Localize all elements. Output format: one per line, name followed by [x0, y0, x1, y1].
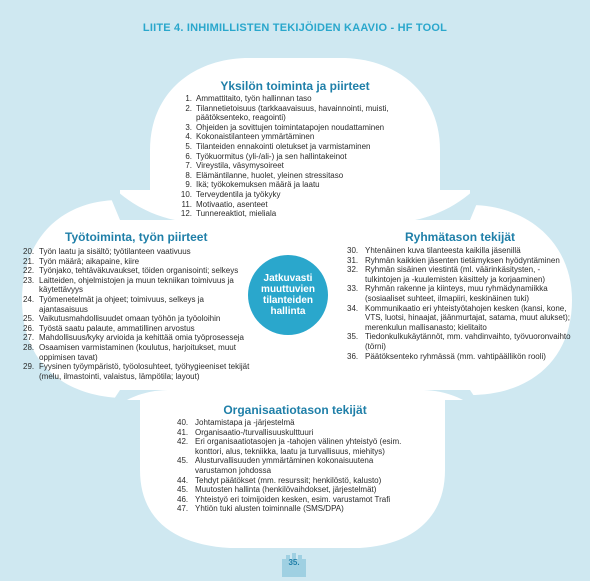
item-number: 46.: [177, 494, 189, 504]
list-item: [177, 180, 427, 190]
item-number: 21.: [23, 256, 35, 266]
list-item: [177, 132, 427, 142]
item-number: 44.: [177, 475, 189, 485]
item-text: Ryhmän rakenne ja kiinteys, muu ryhmädynamiikka (sosiaaliset suhteet, ilmapiiri, keskinäinen tuki): [365, 284, 548, 303]
item-number: 20.: [23, 247, 35, 256]
document-title: LIITE 4. INHIMILLISTEN TEKIJÖIDEN KAAVIO - HF TOOL: [142, 22, 448, 34]
item-text: Ohjeiden ja sovittujen toimintatapojen noudattaminen: [196, 122, 385, 132]
item-number: 25.: [23, 314, 35, 324]
item-number: 1.: [185, 94, 192, 103]
list-item: [23, 247, 255, 257]
item-number: 11.: [181, 199, 192, 209]
center-line-4: hallinta: [270, 306, 306, 317]
item-number: 7.: [185, 161, 192, 171]
item-number: 28.: [23, 342, 35, 352]
section-heading-organisation: Organisaatiotason tekijät: [223, 403, 367, 417]
list-work: [23, 247, 255, 381]
item-number: 8.: [185, 170, 192, 180]
list-item: [23, 257, 255, 267]
list-individual: [177, 94, 427, 219]
item-text: Tilannetietoisuus (tarkkaavaisuus, havainnointi, muisti, päätöksenteko, reagointi): [196, 103, 389, 123]
list-item: [177, 142, 427, 152]
list-item: [23, 324, 255, 334]
list-item: [347, 265, 575, 284]
item-text: Terveydentila ja työkyky: [196, 189, 281, 199]
item-text: Kokonaistilanteen ymmärtäminen: [196, 132, 315, 142]
list-item: [177, 171, 427, 181]
list-item: [177, 418, 417, 428]
item-text: Tilanteiden ennakointi oletukset ja varmistaminen: [196, 141, 371, 151]
section-heading-work: Työtoiminta, työn piirteet: [65, 230, 208, 244]
item-text: Tehdyt päätökset (mm. resurssit; henkilöstö, kalusto): [195, 475, 382, 485]
item-number: 26.: [23, 323, 35, 333]
list-item: [23, 343, 255, 362]
item-number: 33.: [347, 284, 359, 294]
section-heading-group: Ryhmätason tekijät: [405, 230, 516, 244]
center-circle: [248, 255, 328, 335]
item-text: Mahdollisuus/kyky arvioida ja kehittää omia työprosesseja: [39, 333, 244, 343]
item-text: Fyysinen työympäristö, työolosuhteet, työhygieeniset tekijät (melu, ilmastointi, valaistus, lämpötila; layout): [39, 362, 250, 381]
item-text: Työn laatu ja sisältö; työtilanteen vaativuus: [39, 247, 191, 256]
item-number: 27.: [23, 333, 35, 343]
list-item: [177, 428, 417, 438]
item-number: 40.: [177, 418, 189, 427]
item-text: Elämäntilanne, huolet, yleinen stressitaso: [196, 170, 344, 180]
list-organisation: [177, 418, 417, 514]
list-item: [177, 504, 417, 514]
item-number: 32.: [347, 265, 359, 275]
list-item: [177, 104, 427, 123]
item-text: Yhtenäinen kuva tilanteesta kaikilla jäsenillä: [365, 246, 521, 255]
item-number: 5.: [185, 141, 192, 151]
item-text: Päätöksenteko ryhmässä (mm. vahtipäällikön rooli): [365, 351, 546, 361]
item-text: Työstä saatu palaute, ammatillinen arvostus: [39, 323, 195, 333]
item-text: Organisaatio-/turvallisuuskulttuuri: [195, 427, 314, 437]
item-text: Työnjako, tehtävä​kuvaukset, töiden organisointi; selkeys: [39, 266, 239, 276]
list-item: [23, 295, 255, 314]
item-number: 45.: [177, 485, 189, 495]
item-number: 9.: [185, 180, 192, 190]
item-number: 41.: [177, 427, 189, 437]
list-item: [177, 456, 417, 475]
item-number: 45.: [177, 456, 189, 466]
list-item: [347, 256, 575, 266]
list-item: [23, 362, 255, 381]
item-text: Ikä; työkokemuksen määrä ja laatu: [196, 180, 320, 190]
item-text: Tiedonkulkukäytännöt, mm. vahdinvaihto, työvuoronvaihto (törni): [365, 332, 571, 351]
list-item: [347, 304, 575, 333]
item-text: Motivaatio, asenteet: [196, 199, 268, 209]
item-number: 30.: [347, 246, 359, 255]
item-text: Ryhmän sisäinen viestintä (ml. väärinkäsitysten, -tulkintojen ja -kuulemisten käsittely ja korjaaminen): [365, 265, 546, 284]
item-text: Yhteistyö eri toimijoiden kesken, esim. varustamot Trafi: [195, 494, 391, 504]
item-number: 6.: [185, 151, 192, 161]
item-text: Alusturvallisuuden ymmärtäminen kokonaisuutena varustamon johdossa: [195, 456, 374, 475]
item-number: 36.: [347, 351, 359, 361]
list-item: [347, 246, 575, 256]
item-number: 2.: [185, 103, 192, 113]
item-text: Työkuormitus (yli-/ali-) ja sen hallintakeinot: [196, 151, 347, 161]
list-group: [347, 246, 575, 361]
item-text: Kommunikaatio eri yhteistyötahojen kesken (kansi, kone, VTS, luotsi, hinaajat, jäänmurtajat, satama, muut alukset); merenkulun mallisanasto; kielitaito: [365, 303, 570, 332]
center-line-3: tilanteiden: [262, 295, 313, 306]
list-item: [177, 161, 427, 171]
center-line-1: Jatkuvasti: [263, 273, 313, 284]
item-text: Työn määrä; aikapaine, kiire: [39, 256, 140, 266]
list-item: [23, 314, 255, 324]
item-number: 3.: [185, 122, 192, 132]
section-heading-individual: Yksilön toiminta ja piirteet: [220, 79, 370, 93]
item-text: Yhtiön tuki alusten toiminnalle (SMS/DPA): [195, 504, 344, 514]
item-text: Muutosten hallinta (henkilövaihdokset, järjestelmät): [195, 485, 377, 495]
item-number: 34.: [347, 303, 359, 313]
list-item: [347, 352, 575, 362]
list-item: [177, 437, 417, 456]
item-text: Vireystila, väsymysoireet: [196, 161, 284, 171]
item-number: 12.: [180, 209, 192, 219]
item-number: 29.: [23, 362, 35, 372]
list-item: [177, 190, 427, 200]
list-item: [23, 276, 255, 295]
list-item: [177, 476, 417, 486]
item-text: Eri organisaatiotasojen ja -tahojen välinen yhteistyö (esim. konttori, alus, tekniikka, laatu ja turvallisuus, miehitys): [195, 437, 402, 456]
item-text: Tunnereaktiot, mieliala: [196, 209, 277, 219]
list-item: [177, 123, 427, 133]
list-item: [177, 495, 417, 505]
item-number: 42.: [177, 437, 189, 447]
list-item: [23, 333, 255, 343]
item-text: Laitteiden, ohjelmistojen ja muun tekniikan toimivuus ja käytettävyys: [39, 275, 234, 295]
center-line-2: muuttuvien: [261, 284, 315, 295]
list-item: [177, 200, 427, 210]
item-number: 4.: [185, 132, 192, 142]
item-number: 24.: [23, 294, 35, 304]
item-number: 10.: [180, 189, 192, 199]
list-item: [347, 284, 575, 303]
list-item: [23, 266, 255, 276]
list-item: [177, 209, 427, 219]
item-text: Osaamisen varmistaminen (koulutus, harjoitukset, muut oppimisen tavat): [39, 342, 236, 362]
item-text: Työmenetelmät ja ohjeet; toimivuus, selkeys ja ajantasaisuus: [39, 294, 204, 314]
list-item: [347, 332, 575, 351]
item-number: 35.: [347, 332, 359, 342]
list-item: [177, 94, 427, 104]
item-text: Vaikutusmahdollisuudet omaan työhön ja työoloihin: [39, 314, 221, 324]
list-item: [177, 485, 417, 495]
item-number: 31.: [347, 255, 359, 265]
item-number: 47.: [177, 504, 189, 514]
item-text: Ryhmän kaikkien jäsenten tietämyksen hyödyntäminen: [365, 255, 560, 265]
page-number: 35.: [288, 558, 300, 567]
list-item: [177, 152, 427, 162]
item-number: 23.: [23, 275, 35, 285]
item-text: Johtamistapa ja -järjestelmä: [195, 418, 295, 427]
item-number: 22.: [23, 266, 35, 276]
item-text: Ammattitaito, työn hallinnan taso: [196, 94, 312, 103]
